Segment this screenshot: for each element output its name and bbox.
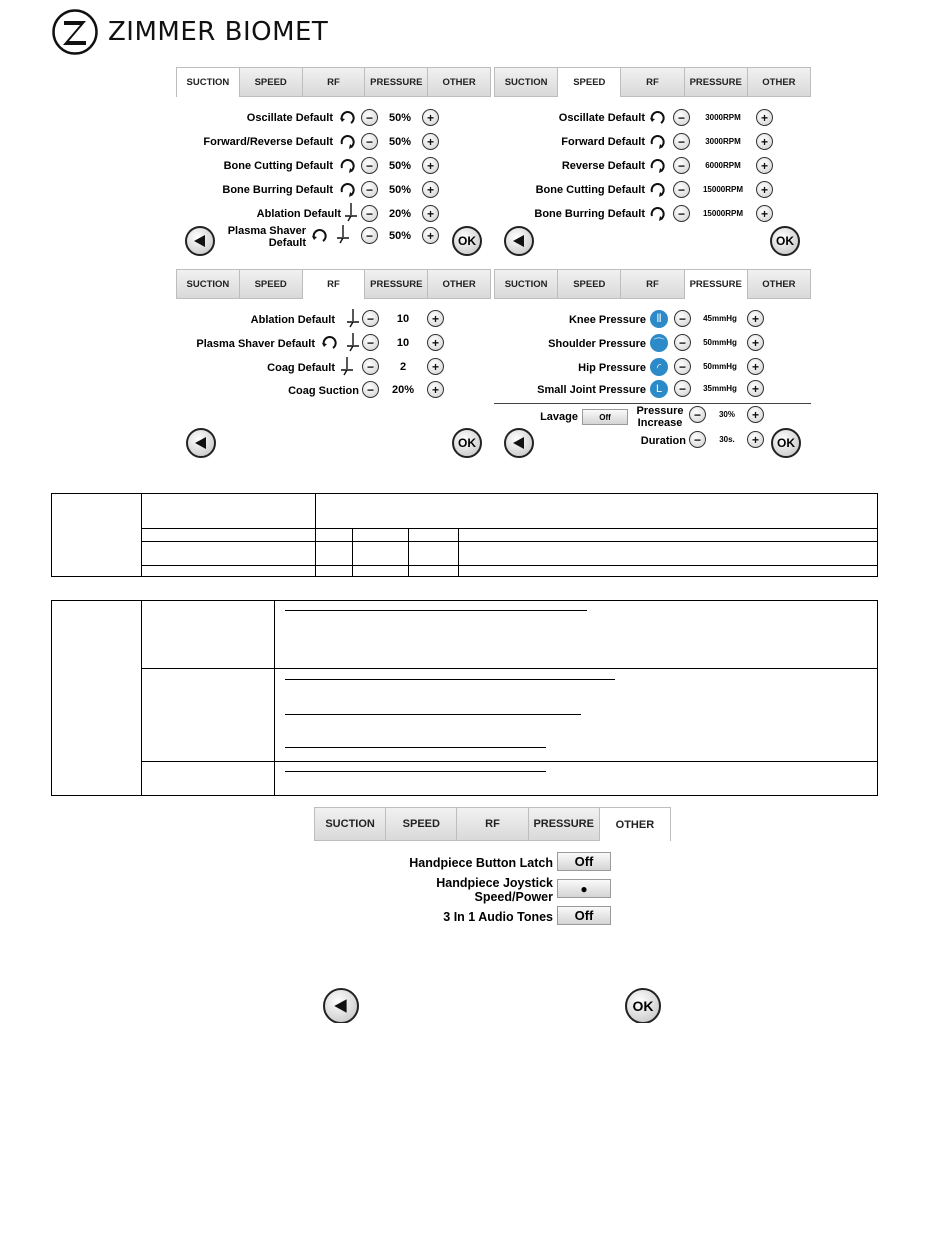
- brand-name: ZIMMER BIOMET: [108, 17, 329, 47]
- tab-rf[interactable]: RF: [303, 269, 366, 299]
- underline-field: [285, 610, 587, 611]
- table-rule: [274, 600, 275, 796]
- table-rule: [141, 565, 878, 566]
- setting-value: 15000RPM: [702, 185, 744, 194]
- rotate-icon: [648, 181, 666, 199]
- plus-button[interactable]: +: [422, 109, 439, 126]
- speed-panel: [494, 67, 811, 260]
- plus-button[interactable]: +: [427, 358, 444, 375]
- rf-probe-icon: [338, 357, 356, 375]
- rotate-icon: [338, 109, 356, 127]
- setting-value: 10: [396, 337, 410, 349]
- tab-other[interactable]: OTHER: [748, 67, 811, 97]
- tab-speed[interactable]: SPEED: [240, 269, 303, 299]
- rf-probe-icon: [342, 203, 360, 221]
- plus-button[interactable]: +: [756, 157, 773, 174]
- pressure-panel: [494, 269, 811, 461]
- tab-speed[interactable]: SPEED: [558, 67, 621, 97]
- table-rule: [408, 528, 409, 577]
- minus-button[interactable]: −: [362, 358, 379, 375]
- ok-button[interactable]: OK: [452, 226, 482, 256]
- rf-probe-icon: [344, 333, 362, 351]
- back-arrow-icon: [511, 233, 527, 249]
- hip-icon: ◜: [650, 358, 668, 376]
- tab-suction[interactable]: SUCTION: [494, 67, 558, 97]
- plus-button[interactable]: +: [747, 334, 764, 351]
- plus-button[interactable]: +: [422, 227, 439, 244]
- back-button[interactable]: [323, 988, 359, 1023]
- setting-value: 50%: [388, 184, 412, 196]
- setting-value: 45mmHg: [703, 314, 737, 323]
- tab-pressure[interactable]: PRESSURE: [365, 269, 428, 299]
- audio-tones-label: 3 In 1 Audio Tones: [443, 910, 553, 924]
- plus-button[interactable]: +: [747, 406, 764, 423]
- tab-bar: [494, 269, 811, 299]
- tab-rf[interactable]: RF: [303, 67, 366, 97]
- plus-button[interactable]: +: [422, 205, 439, 222]
- setting-value: 20%: [391, 384, 415, 396]
- tab-rf[interactable]: RF: [621, 67, 684, 97]
- setting-label: Coag Default: [267, 362, 335, 374]
- rotate-icon: [338, 181, 356, 199]
- rotate-icon: [648, 157, 666, 175]
- tab-rf[interactable]: RF: [457, 807, 528, 841]
- tab-bar: [314, 807, 671, 841]
- ok-button[interactable]: OK: [770, 226, 800, 256]
- plus-button[interactable]: +: [747, 310, 764, 327]
- setting-label: Plasma Shaver Default: [196, 338, 315, 350]
- lavage-toggle[interactable]: Off: [582, 409, 628, 425]
- minus-button[interactable]: −: [362, 334, 379, 351]
- setting-label: Reverse Default: [561, 160, 645, 172]
- back-button[interactable]: [504, 226, 534, 256]
- plus-button[interactable]: +: [747, 380, 764, 397]
- tab-other[interactable]: OTHER: [748, 269, 811, 299]
- tab-pressure[interactable]: PRESSURE: [685, 269, 748, 299]
- table-rule: [458, 528, 459, 577]
- tab-other[interactable]: OTHER: [428, 269, 491, 299]
- back-button[interactable]: [186, 428, 216, 458]
- joystick-label: [333, 876, 553, 904]
- setting-label: Small Joint Pressure: [537, 384, 646, 396]
- setting-label: Bone Cutting Default: [535, 184, 645, 196]
- setting-value: 3000RPM: [705, 113, 741, 122]
- setting-label: [216, 225, 306, 249]
- plus-button[interactable]: +: [427, 334, 444, 351]
- duration-value: 30s.: [719, 435, 735, 444]
- tab-bar: [494, 67, 811, 97]
- setting-value: 15000RPM: [702, 209, 744, 218]
- back-button[interactable]: [185, 226, 215, 256]
- rf-probe-icon: [344, 309, 362, 327]
- shoulder-icon: ⌒: [650, 334, 668, 352]
- suction-panel: [176, 67, 491, 260]
- setting-value: 50%: [388, 112, 412, 124]
- tab-suction[interactable]: SUCTION: [176, 269, 240, 299]
- setting-label: Oscillate Default: [246, 112, 333, 124]
- setting-label: Bone Burring Default: [534, 208, 645, 220]
- plus-button[interactable]: +: [747, 431, 764, 448]
- table-rule: [141, 668, 878, 669]
- tab-pressure[interactable]: PRESSURE: [365, 67, 428, 97]
- label-line: Increase: [637, 417, 683, 429]
- rf-panel: [176, 269, 491, 461]
- button-latch-label: Handpiece Button Latch: [409, 856, 553, 870]
- ok-button[interactable]: OK: [452, 428, 482, 458]
- setting-label: Oscillate Default: [558, 112, 645, 124]
- table-rule: [141, 600, 142, 796]
- setting-label: Shoulder Pressure: [548, 338, 646, 350]
- back-arrow-icon: [511, 435, 527, 451]
- table-rule: [141, 541, 878, 542]
- other-panel: [314, 807, 671, 1023]
- lavage-label: Lavage: [540, 411, 578, 423]
- tab-speed[interactable]: SPEED: [240, 67, 303, 97]
- plus-button[interactable]: +: [427, 381, 444, 398]
- setting-value: 50mmHg: [703, 338, 737, 347]
- tab-suction[interactable]: SUCTION: [314, 807, 386, 841]
- duration-label: Duration: [640, 435, 686, 447]
- setting-label: Forward/Reverse Default: [203, 136, 333, 148]
- setting-label: Coag Suction: [288, 385, 359, 397]
- minus-button[interactable]: −: [673, 181, 690, 198]
- label-line: Handpiece Joystick: [436, 876, 553, 890]
- brand-logo: [52, 8, 328, 56]
- minus-button[interactable]: −: [361, 227, 378, 244]
- plus-button[interactable]: +: [422, 181, 439, 198]
- rf-probe-icon: [334, 225, 352, 243]
- minus-button[interactable]: −: [673, 157, 690, 174]
- back-arrow-icon: [332, 997, 350, 1015]
- plus-button[interactable]: +: [427, 310, 444, 327]
- setting-value: 10: [396, 313, 410, 325]
- plus-button[interactable]: +: [422, 157, 439, 174]
- divider: [494, 403, 811, 404]
- minus-button[interactable]: −: [674, 380, 691, 397]
- tab-suction[interactable]: SUCTION: [176, 67, 240, 97]
- tab-rf[interactable]: RF: [621, 269, 684, 299]
- underline-field: [285, 771, 546, 772]
- label-line: Pressure: [636, 405, 684, 417]
- plus-button[interactable]: +: [756, 133, 773, 150]
- empty-table-2: [51, 600, 878, 796]
- ok-button[interactable]: OK: [771, 428, 801, 458]
- setting-value: 6000RPM: [705, 161, 741, 170]
- table-rule: [141, 528, 878, 529]
- minus-button[interactable]: −: [673, 133, 690, 150]
- tab-speed[interactable]: SPEED: [386, 807, 457, 841]
- rotate-icon: [338, 157, 356, 175]
- setting-value: 3000RPM: [705, 137, 741, 146]
- minus-button[interactable]: −: [673, 109, 690, 126]
- underline-field: [285, 679, 615, 680]
- audio-tones-toggle[interactable]: Off: [557, 906, 611, 925]
- setting-value: 50%: [388, 136, 412, 148]
- plus-button[interactable]: +: [422, 133, 439, 150]
- plus-button[interactable]: +: [747, 358, 764, 375]
- tab-pressure[interactable]: PRESSURE: [529, 807, 600, 841]
- setting-label: Hip Pressure: [578, 362, 646, 374]
- plus-button[interactable]: +: [756, 205, 773, 222]
- minus-button[interactable]: −: [673, 205, 690, 222]
- minus-button[interactable]: −: [361, 109, 378, 126]
- tab-other[interactable]: OTHER: [600, 807, 671, 841]
- underline-field: [285, 714, 581, 715]
- minus-button[interactable]: −: [362, 381, 379, 398]
- label-line: Default: [268, 237, 306, 249]
- rotate-icon: [648, 133, 666, 151]
- setting-label: Bone Burring Default: [222, 184, 333, 196]
- button-latch-toggle[interactable]: Off: [557, 852, 611, 871]
- tab-other[interactable]: OTHER: [428, 67, 491, 97]
- rotate-icon: [338, 133, 356, 151]
- small-joint-icon: L: [650, 380, 668, 398]
- minus-button[interactable]: −: [361, 205, 378, 222]
- setting-label: Bone Cutting Default: [223, 160, 333, 172]
- label-line: Plasma Shaver: [227, 225, 306, 237]
- setting-value: 2: [399, 361, 407, 373]
- pressure-increase-value: 30%: [718, 410, 735, 419]
- plus-button[interactable]: +: [756, 181, 773, 198]
- setting-value: 20%: [388, 208, 412, 220]
- setting-value: 50mmHg: [703, 362, 737, 371]
- minus-button[interactable]: −: [361, 133, 378, 150]
- plus-button[interactable]: +: [756, 109, 773, 126]
- minus-button[interactable]: −: [674, 334, 691, 351]
- tab-bar: [176, 269, 491, 299]
- rotate-icon: [320, 334, 338, 352]
- ok-button[interactable]: OK: [625, 988, 661, 1023]
- rotate-icon: [648, 205, 666, 223]
- setting-label: Ablation Default: [250, 314, 335, 326]
- tab-speed[interactable]: SPEED: [558, 269, 621, 299]
- back-arrow-icon: [193, 435, 209, 451]
- minus-button[interactable]: −: [674, 310, 691, 327]
- table-rule: [141, 761, 878, 762]
- back-arrow-icon: [192, 233, 208, 249]
- zimmer-z-logo-icon: [52, 9, 98, 55]
- tab-pressure[interactable]: PRESSURE: [685, 67, 748, 97]
- table-rule: [352, 528, 353, 577]
- minus-button[interactable]: −: [689, 431, 706, 448]
- minus-button[interactable]: −: [362, 310, 379, 327]
- setting-value: 35mmHg: [703, 384, 737, 393]
- rotate-icon: [310, 227, 328, 245]
- setting-label: Ablation Default: [256, 208, 341, 220]
- setting-value: 50%: [388, 160, 412, 172]
- pressure-increase-label: [634, 405, 686, 429]
- underline-field: [285, 747, 546, 748]
- tab-suction[interactable]: SUCTION: [494, 269, 558, 299]
- setting-value: 50%: [388, 230, 412, 242]
- minus-button[interactable]: −: [689, 406, 706, 423]
- setting-label: Knee Pressure: [568, 314, 646, 326]
- back-button[interactable]: [504, 428, 534, 458]
- rotate-icon: [648, 109, 666, 127]
- tab-bar: [176, 67, 491, 97]
- joystick-toggle[interactable]: ●: [557, 879, 611, 898]
- setting-label: Forward Default: [561, 136, 645, 148]
- minus-button[interactable]: −: [674, 358, 691, 375]
- label-line: Speed/Power: [474, 890, 553, 904]
- knee-icon: ⦀: [650, 310, 668, 328]
- minus-button[interactable]: −: [361, 181, 378, 198]
- minus-button[interactable]: −: [361, 157, 378, 174]
